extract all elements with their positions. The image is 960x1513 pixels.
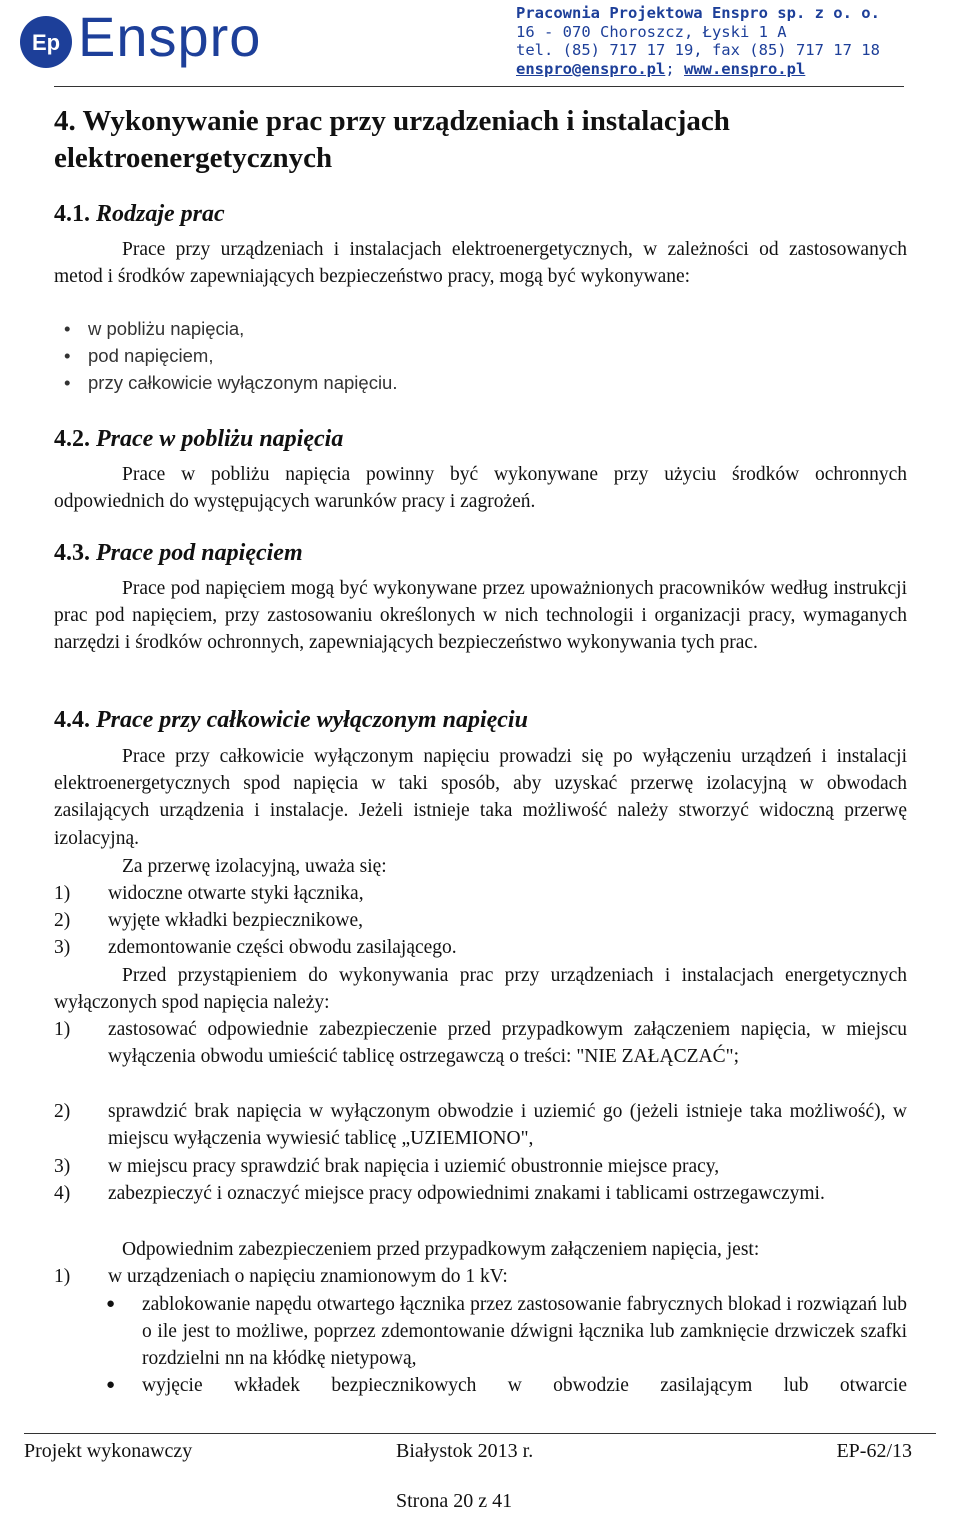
list-item: 2) wyjęte wkładki bezpiecznikowe, xyxy=(54,910,364,931)
footer-project-type: Projekt wykonawczy xyxy=(24,1440,193,1462)
list-item: 2) sprawdzić brak napięcia w wyłączonym obwodzie i uziemić go (jeżeli istnieje taka możliwość), w miejscu wyłączenia wywiesić tablicę „UZIEMIONO", xyxy=(54,1101,907,1150)
section-number: 4.3. xyxy=(54,540,90,566)
section-number: 4.1. xyxy=(54,201,90,227)
list-item: 4) zabezpieczyć i oznaczyć miejsce pracy odpowiednimi znakami i tablicami ostrzegawczymi. xyxy=(54,1183,825,1204)
section-4-1-intro: Prace przy urządzeniach i instalacjach elektroenergetycznych, w zależności od zastosowanych metod i środków zapewniających bezpieczeństwo pracy, mogą być wykonywane: xyxy=(54,239,907,288)
section-4-4-paragraph-2: Za przerwę izolacyjną, uważa się: xyxy=(122,856,387,877)
page-number: Strona 20 z 41 xyxy=(396,1490,513,1512)
section-heading-4-2 xyxy=(54,426,343,453)
company-info xyxy=(516,4,880,78)
company-contact xyxy=(516,60,880,79)
logo-mark: Ep xyxy=(31,30,61,55)
section-4-4-paragraph-3: Przed przystąpieniem do wykonywania prac przy urządzeniach i instalacjach energetycznych wyłączonych spod napięcia należy: xyxy=(54,965,907,1014)
section-title: Prace przy całkowicie wyłączonym napięciu xyxy=(96,707,528,733)
section-4-3-text: Prace pod napięciem mogą być wykonywane przez upoważnionych pracowników według instrukcji prac pod napięciem, przy zastosowaniu określonych w nich technologii i organizacji pracy, wymaganych narzędzi i środków ochronnych, zapewniających bezpieczeństwo wykonywania tych prac. xyxy=(54,578,907,654)
list-item: 1) widoczne otwarte styki łącznika, xyxy=(54,883,364,904)
logo-text: Enspro xyxy=(78,5,262,68)
section-number: 4.4. xyxy=(54,707,90,733)
email-link[interactable]: enspro@enspro.pl xyxy=(516,59,666,78)
website-link[interactable]: www.enspro.pl xyxy=(683,59,806,78)
company-phone: tel. (85) 717 17 19, fax (85) 717 17 18 xyxy=(516,41,880,59)
section-heading-4-4 xyxy=(54,707,528,734)
section-heading-4-3 xyxy=(54,540,303,567)
header-divider xyxy=(54,86,904,87)
section-title: Rodzaje prac xyxy=(96,201,225,227)
company-address: 16 - 070 Choroszcz, Łyski 1 A xyxy=(516,22,787,41)
list-item: 3) w miejscu pracy sprawdzić brak napięcia i uziemić obustronnie miejsce pracy, xyxy=(54,1156,720,1177)
contact-separator: ; xyxy=(665,59,684,78)
footer-document-id: EP-62/13 xyxy=(836,1440,912,1462)
footer-place-date: Białystok 2013 r. xyxy=(396,1440,534,1462)
list-item: • w pobliżu napięcia, xyxy=(64,318,245,339)
list-item: 1) zastosować odpowiednie zabezpieczenie przed przypadkowym załączeniem napięcia, w miejscu wyłączenia obwodu umieścić tablicę ostrzegawczą o treści: "NIE ZAŁĄCZAĆ"; xyxy=(54,1019,907,1068)
page-title: 4. Wykonywanie prac przy urządzeniach i instalacjach elektroenergetycznych xyxy=(54,105,730,174)
list-item: • pod napięciem, xyxy=(64,345,214,366)
section-4-4-paragraph-1: Prace przy całkowicie wyłączonym napięciu prowadzi się po wyłączeniu urządzeń i instalacji elektroenergetycznych spod napięcia w taki sposób, aby uzyskać przerwę izolacyjną w obwodach zasilających urządzenia i instalacje. Jeżeli istnieje taka możliwość należy stworzyć widoczną przerwę izolacyjną. xyxy=(54,746,907,849)
list-item: • przy całkowicie wyłączonym napięciu. xyxy=(64,372,398,393)
section-4-4-paragraph-4: Odpowiednim zabezpieczeniem przed przypadkowym załączeniem napięcia, jest: xyxy=(122,1239,760,1260)
section-title: Prace w pobliżu napięcia xyxy=(96,426,344,452)
section-4-2-text: Prace w pobliżu napięcia powinny być wykonywane przy użyciu środków ochronnych odpowiednich do występujących warunków pracy i zagrożeń. xyxy=(54,464,907,513)
section-number: 4.2. xyxy=(54,426,90,452)
list-item: ● wyjęcie wkładek bezpiecznikowych w obwodzie zasilającym lub otwarcie xyxy=(106,1375,907,1396)
footer-divider xyxy=(24,1433,936,1434)
section-title: Prace pod napięciem xyxy=(96,540,303,566)
list-item: 3) zdemontowanie części obwodu zasilającego. xyxy=(54,937,457,958)
company-name: Pracownia Projektowa Enspro sp. z o. o. xyxy=(516,4,880,22)
list-item: 1) w urządzeniach o napięciu znamionowym do 1 kV: xyxy=(54,1266,508,1287)
section-heading-4-1 xyxy=(54,201,225,228)
enspro-logo-icon xyxy=(18,14,74,70)
list-item: ● zablokowanie napędu otwartego łącznika przez zastosowanie fabrycznych blokad i rozwiązań lub o ile jest to możliwe, poprzez zdemontowanie dźwigni łącznika lub zamknięcie drzwiczek szafki rozdzielni nn na kłódkę nietypową, xyxy=(106,1294,907,1370)
